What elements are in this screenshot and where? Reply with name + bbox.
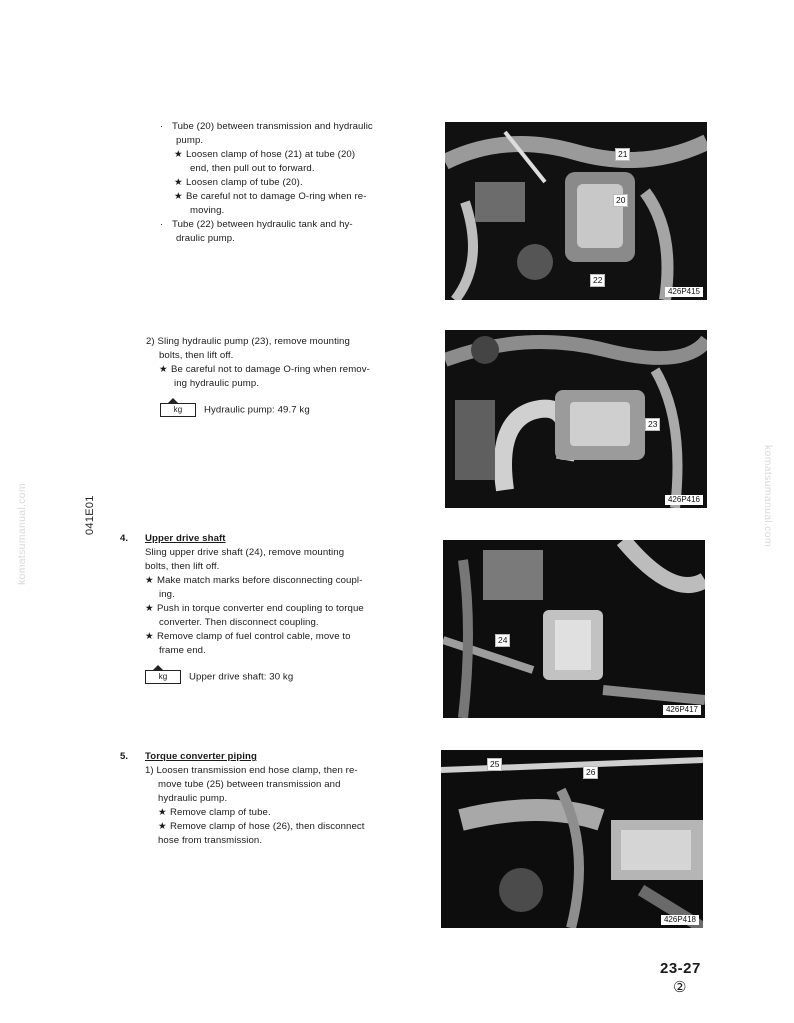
block-torque-converter-piping (145, 750, 407, 848)
caution-item: ing hydraulic pump. (174, 378, 260, 389)
watermark-left: komatsumanual.com (16, 483, 28, 585)
photo-torque-converter-piping (441, 750, 703, 928)
caution-item: converter. Then disconnect coupling. (159, 617, 319, 628)
callout-label: 20 (613, 194, 628, 207)
caution-item: ★ Remove clamp of hose (26), then disconnect (158, 821, 365, 832)
caution-item: hose from transmission. (158, 835, 263, 846)
list-item: · Tube (22) between hydraulic tank and hy- (160, 219, 353, 230)
watermark-right: komatsumanual.com (762, 445, 774, 547)
caution-item: ★ Make match marks before disconnecting coupl- (145, 575, 363, 586)
step-text: bolts, then lift off. (145, 561, 220, 572)
list-item: end, then pull out to forward. (190, 163, 315, 174)
section-heading: Upper drive shaft (145, 533, 226, 544)
list-item: · Tube (20) between transmission and hydraulic (160, 121, 373, 132)
step-text: 2) Sling hydraulic pump (23), remove mounting (146, 336, 350, 347)
photo-code: 426P418 (661, 915, 699, 925)
section-number: 5. (120, 751, 129, 762)
callout-label: 23 (645, 418, 660, 431)
revision-mark: ② (673, 979, 687, 996)
step-text: 1) Loosen transmission end hose clamp, then re- (145, 765, 358, 776)
callout-label: 25 (487, 758, 502, 771)
caution-item: ing. (159, 589, 175, 600)
list-item: ★ Loosen clamp of hose (21) at tube (20) (174, 149, 356, 160)
callout-label: 24 (495, 634, 510, 647)
step-text: hydraulic pump. (158, 793, 228, 804)
list-item: ★ Be careful not to damage O-ring when re- (174, 191, 367, 202)
caution-item: frame end. (159, 645, 206, 656)
caution-item: ★ Be careful not to damage O-ring when remov- (159, 364, 370, 375)
step-text: move tube (25) between transmission and (158, 779, 341, 790)
photo-code: 426P416 (665, 495, 703, 505)
weight-line: kg Hydraulic pump: 49.7 kg (146, 403, 408, 418)
photo-code: 426P415 (665, 287, 703, 297)
photo-image (445, 122, 707, 300)
callout-label: 22 (590, 274, 605, 287)
step-text: Sling upper drive shaft (24), remove mounting (145, 547, 345, 558)
weight-line: kg Upper drive shaft: 30 kg (145, 670, 407, 685)
block-tubes (160, 120, 410, 246)
section-heading: Torque converter piping (145, 751, 257, 762)
caution-item: ★ Remove clamp of tube. (158, 807, 271, 818)
list-item: pump. (176, 135, 204, 146)
weight-icon: kg (160, 403, 196, 417)
block-hydraulic-pump (146, 335, 408, 418)
list-item: draulic pump. (176, 233, 235, 244)
photo-image (445, 330, 707, 508)
photo-hydraulic-tubes (445, 122, 707, 300)
side-code: 041E01 (84, 495, 96, 535)
list-item: ★ Loosen clamp of tube (20). (174, 177, 303, 188)
photo-image (441, 750, 703, 928)
caution-item: ★ Push in torque converter end coupling to torque (145, 603, 364, 614)
callout-label: 26 (583, 766, 598, 779)
photo-image (443, 540, 705, 718)
page-number: 23-27 (660, 960, 701, 977)
section-number: 4. (120, 533, 129, 544)
callout-label: 21 (615, 148, 630, 161)
photo-code: 426P417 (663, 705, 701, 715)
weight-icon: kg (145, 670, 181, 684)
photo-hydraulic-pump (445, 330, 707, 508)
block-upper-drive-shaft (145, 532, 407, 685)
step-text: bolts, then lift off. (159, 350, 234, 361)
photo-upper-drive-shaft (443, 540, 705, 718)
caution-item: ★ Remove clamp of fuel control cable, move to (145, 631, 351, 642)
list-item: moving. (190, 205, 225, 216)
